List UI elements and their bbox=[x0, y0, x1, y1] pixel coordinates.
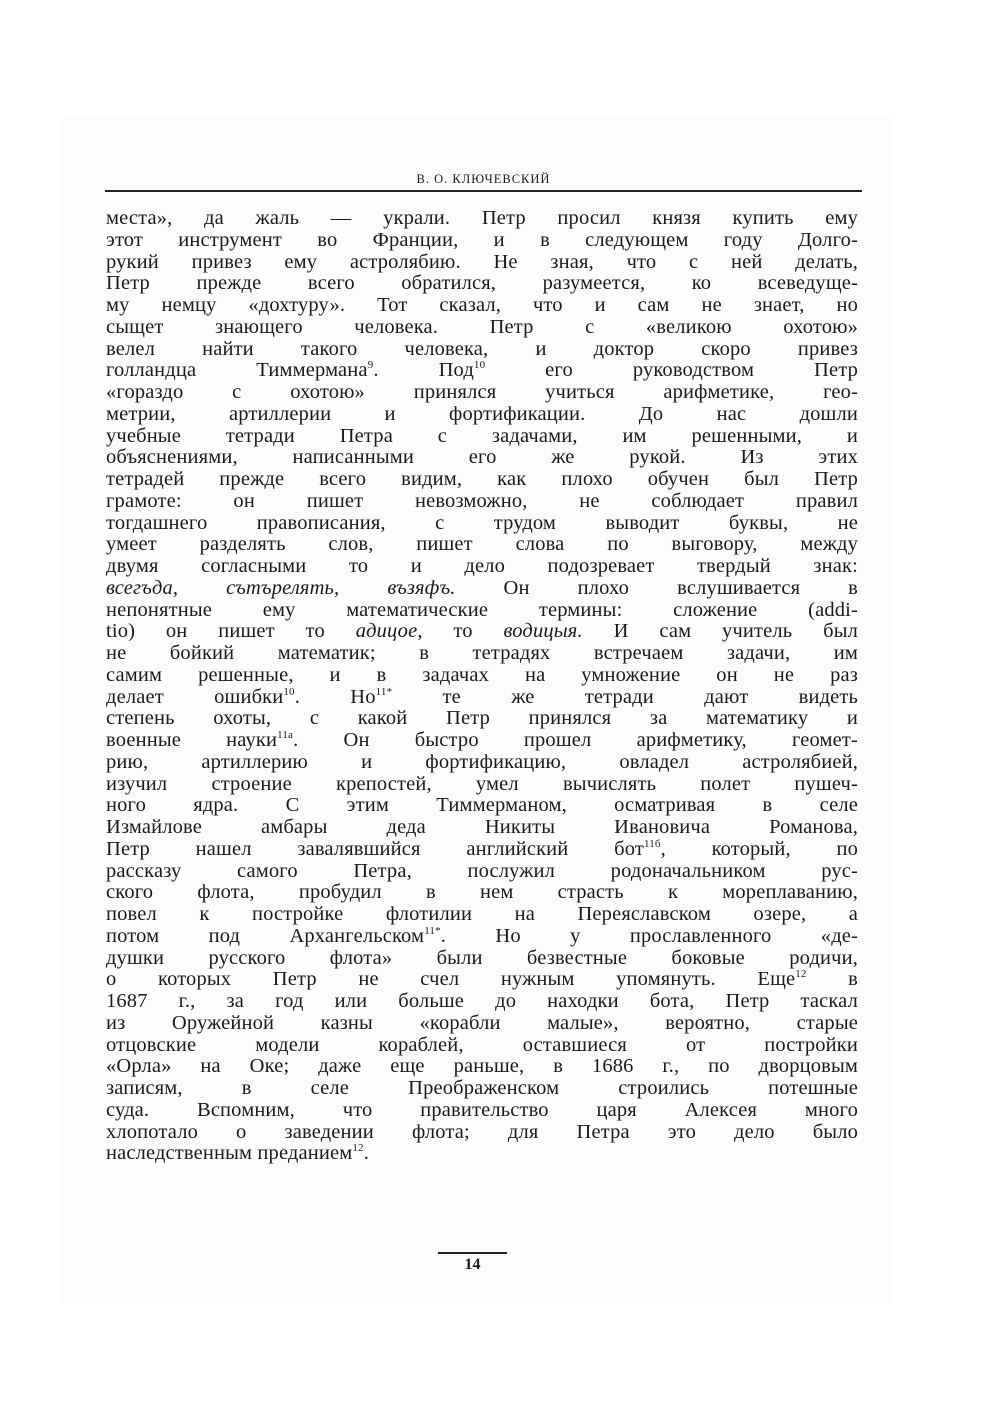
text-segment: тогдашнего правописания, с трудом выводит буквы, не bbox=[106, 511, 858, 534]
text-segment: хлопотало о заведении флота; для Петра это дело было bbox=[106, 1120, 858, 1143]
text-line bbox=[106, 469, 858, 491]
text-segment: потом под Архангельском bbox=[106, 924, 425, 947]
italic-text: адицое, bbox=[355, 620, 423, 643]
text-line bbox=[106, 230, 858, 252]
text-line bbox=[106, 643, 858, 665]
text-line bbox=[106, 360, 858, 382]
text-segment: Петр нашел завалявшийся английский бот bbox=[106, 837, 644, 860]
text-segment: метрии, артиллерии и фортификации. До нас дошли bbox=[106, 402, 858, 425]
footnote-ref: 12 bbox=[352, 1142, 364, 1155]
text-segment: тетрадей прежде всего видим, как плохо обучен был Петр bbox=[106, 468, 858, 490]
text-line bbox=[106, 317, 858, 339]
text-line bbox=[106, 839, 858, 861]
body-text bbox=[106, 208, 858, 1165]
text-segment: наследственным преданием bbox=[106, 1142, 353, 1165]
text-segment: рассказу самого Петра, послужил родоначальником рус- bbox=[106, 859, 858, 882]
text-line bbox=[106, 447, 858, 469]
text-line bbox=[106, 273, 858, 295]
text-segment: ного ядра. С этим Тиммерманом, осматривая в селе bbox=[106, 794, 858, 817]
text-segment: . Под bbox=[373, 359, 474, 382]
text-segment: записям, в селе Преображенском строились потешные bbox=[106, 1077, 858, 1099]
page-number: 14 bbox=[464, 1256, 481, 1273]
text-segment: объяснениями, написанными его же рукой. Из этих bbox=[106, 446, 858, 469]
footnote-ref: 10 bbox=[283, 685, 295, 698]
text-segment: учебные тетради Петра с задачами, им решенными, и bbox=[106, 424, 858, 447]
text-segment: из Оружейной казны «корабли малые», вероятно, старые bbox=[106, 1011, 858, 1034]
text-line bbox=[106, 687, 858, 709]
text-segment: суда. Вспомним, что правительство царя Алексея много bbox=[106, 1098, 858, 1121]
text-line bbox=[106, 882, 858, 904]
text-line bbox=[106, 1143, 858, 1165]
text-segment: ского флота, пробудил в нем страсть к мореплаванию, bbox=[106, 881, 858, 904]
text-segment: «Орла» на Оке; даже еще раньше, в 1686 г., по дворцовым bbox=[106, 1055, 858, 1078]
text-line bbox=[106, 426, 858, 448]
text-segment: повел к постройке флотилии на Переяславском озере, а bbox=[106, 903, 858, 925]
text-line bbox=[106, 1078, 858, 1100]
text-line bbox=[106, 969, 858, 991]
text-segment: не бойкий математик; в тетрадях встречаем задачи, им bbox=[106, 642, 858, 664]
text-line bbox=[106, 556, 858, 578]
text-segment: степень охоты, с какой Петр принялся за математику и bbox=[106, 707, 858, 730]
text-line bbox=[106, 404, 858, 426]
text-segment: голландца Тиммермана bbox=[106, 359, 368, 382]
text-segment: рию, артиллерию и фортификацию, овладел астролябией, bbox=[106, 750, 858, 773]
running-header: В. О. КЛЮЧЕВСКИЙ bbox=[416, 172, 551, 186]
text-line bbox=[106, 861, 858, 883]
text-segment: . Но у прославленного «де- bbox=[440, 924, 858, 947]
text-line bbox=[106, 774, 858, 796]
footnote-ref: 10 bbox=[473, 359, 486, 372]
text-segment: tio) он пишет то bbox=[106, 620, 356, 643]
text-segment: изучил строение крепостей, умел вычислять полет пушеч- bbox=[106, 772, 858, 795]
text-segment: отцовские модели кораблей, оставшиеся от постройки bbox=[106, 1033, 858, 1056]
text-segment: , который, по bbox=[660, 837, 858, 860]
text-line bbox=[106, 708, 858, 730]
text-line bbox=[106, 382, 858, 404]
text-segment: то bbox=[422, 620, 504, 643]
text-line bbox=[106, 1122, 858, 1144]
text-segment: . Он быстро прошел арифметику, геомет- bbox=[293, 729, 858, 751]
text-line bbox=[106, 752, 858, 774]
text-segment: грамоте: он пишет невозможно, не соблюдает правил bbox=[106, 489, 858, 512]
text-segment: рукий привез ему астролябию. Не зная, что с ней делать, bbox=[106, 250, 858, 273]
text-segment: его руководством Петр bbox=[485, 359, 858, 382]
text-segment: военные науки bbox=[106, 729, 278, 751]
text-line bbox=[106, 578, 858, 600]
text-segment: «гораздо с охотою» принялся учиться арифметике, гео- bbox=[106, 381, 858, 403]
text-segment: И сам учитель был bbox=[582, 620, 858, 643]
text-line bbox=[106, 600, 858, 622]
text-line bbox=[106, 1056, 858, 1078]
text-line bbox=[106, 1100, 858, 1122]
text-segment: сыщет знающего человека. Петр с «великою охотою» bbox=[106, 315, 858, 338]
text-segment: места», да жаль — украли. Петр просил князя купить ему bbox=[106, 207, 858, 229]
text-segment: о которых Петр не счел нужным упомянуть. Еще bbox=[106, 968, 796, 991]
text-segment: Он плохо вслушивается в bbox=[455, 576, 859, 599]
text-segment: . bbox=[363, 1142, 369, 1165]
text-segment: непонятные ему математические термины: сложение (addi- bbox=[106, 598, 858, 621]
text-line bbox=[106, 665, 858, 687]
text-line bbox=[106, 513, 858, 535]
text-segment: му немцу «дохтуру». Тот сказал, что и сам не знает, но bbox=[106, 294, 858, 316]
italic-text: водицыя. bbox=[503, 620, 583, 643]
footnote-ref: 12 bbox=[795, 968, 807, 981]
text-line bbox=[106, 991, 858, 1013]
text-segment: умеет разделять слов, пишет слова по выговору, между bbox=[106, 533, 858, 556]
header-rule bbox=[105, 190, 862, 192]
text-line bbox=[106, 948, 858, 970]
text-segment: душки русского флота» были безвестные боковые родичи, bbox=[106, 946, 858, 969]
text-line bbox=[106, 339, 858, 361]
text-segment: делает ошибки bbox=[106, 685, 284, 708]
text-line bbox=[106, 295, 858, 317]
text-segment: самим решенные, и в задачах на умножение он не раз bbox=[106, 663, 858, 686]
text-segment: . Но bbox=[294, 685, 376, 708]
text-line bbox=[106, 817, 858, 839]
text-line bbox=[106, 926, 858, 948]
text-line bbox=[106, 904, 858, 926]
text-segment: двумя согласными то и дело подозревает твердый знак: bbox=[106, 555, 858, 577]
text-line bbox=[106, 795, 858, 817]
text-segment: этот инструмент во Франции, и в следующем году Долго- bbox=[106, 228, 858, 251]
text-segment: те же тетради дают видеть bbox=[392, 685, 859, 708]
italic-text: всегъда, сътърелять, възяфъ. bbox=[106, 576, 456, 599]
footnote-ref: 11* bbox=[424, 924, 441, 937]
text-segment: Измайлове амбары деда Никиты Ивановича Романова, bbox=[106, 816, 858, 838]
text-line bbox=[106, 534, 858, 556]
footnote-ref: 11а bbox=[277, 729, 294, 741]
text-line bbox=[106, 252, 858, 274]
text-line bbox=[106, 208, 858, 230]
text-line bbox=[106, 491, 858, 513]
text-line bbox=[106, 1035, 858, 1057]
page-number-rule bbox=[438, 1252, 507, 1254]
footnote-ref: 11* bbox=[375, 685, 393, 698]
text-line bbox=[106, 621, 858, 643]
text-segment: Петр прежде всего обратился, разумеется, ко всеведуще- bbox=[106, 272, 858, 295]
text-line bbox=[106, 730, 858, 752]
text-line bbox=[106, 1013, 858, 1035]
text-segment: велел найти такого человека, и доктор скоро привез bbox=[106, 337, 858, 360]
footnote-ref: 9 bbox=[367, 359, 374, 372]
text-segment: 1687 г., за год или больше до находки бота, Петр таскал bbox=[106, 990, 858, 1012]
footnote-ref: 11б bbox=[643, 837, 661, 850]
text-segment: в bbox=[806, 968, 859, 991]
